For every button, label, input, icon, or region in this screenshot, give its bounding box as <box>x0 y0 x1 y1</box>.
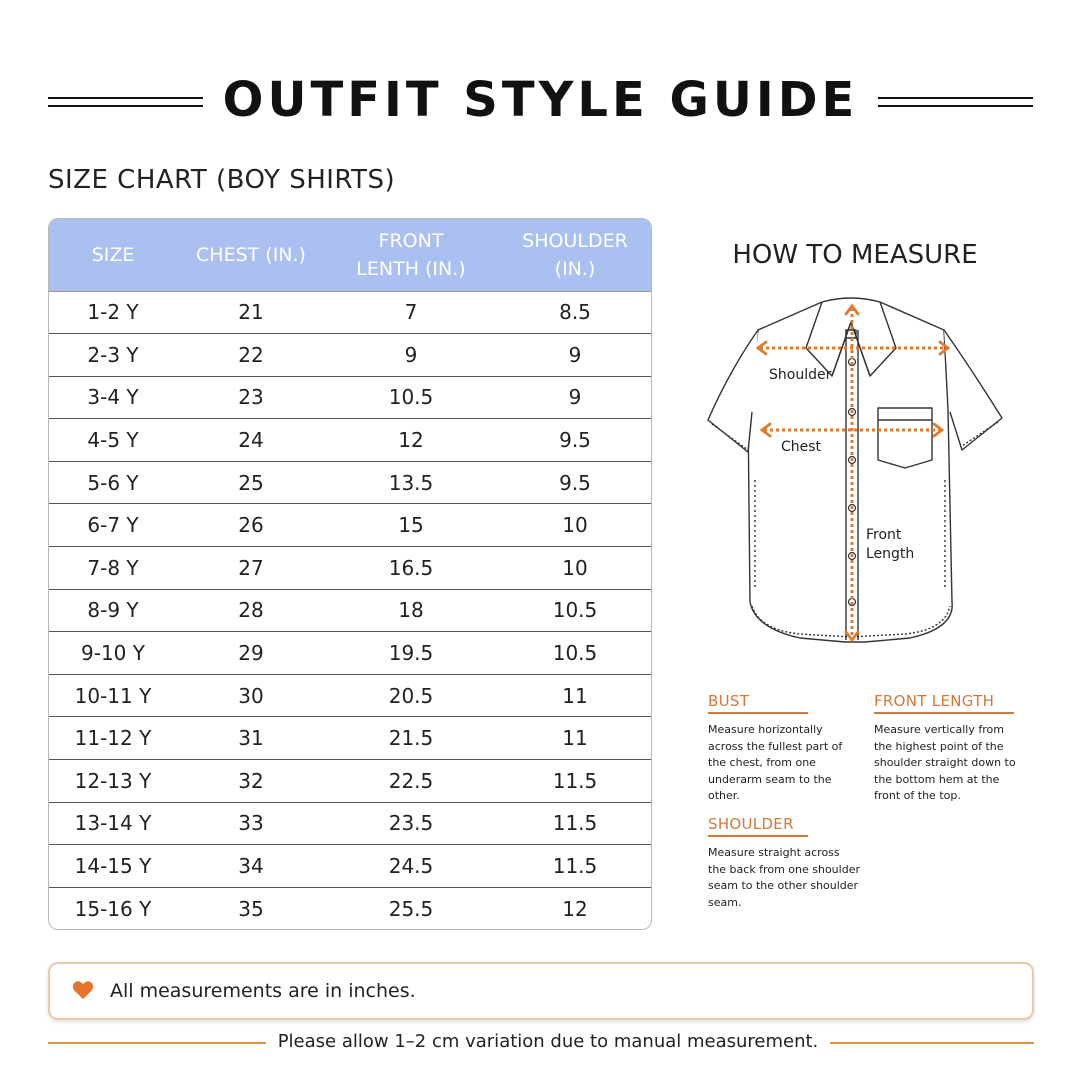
chest-cell: 30 <box>177 674 325 717</box>
shoulder-cell: 10 <box>497 504 652 547</box>
front-length-cell: 13.5 <box>325 461 497 504</box>
bust-underline <box>708 712 808 714</box>
bust-heading: BUST <box>708 692 750 710</box>
shoulder-cell: 11.5 <box>497 760 652 803</box>
bust-section <box>708 692 868 805</box>
shoulder-cell: 8.5 <box>497 291 652 334</box>
bust-description: Measure horizontally across the fullest part of the chest, from one underarm seam to the other. <box>708 723 843 802</box>
front-length-cell: 20.5 <box>325 674 497 717</box>
shoulder-description: Measure straight across the back from one shoulder seam to the other shoulder seam. <box>708 846 860 909</box>
front-length-cell: 10.5 <box>325 376 497 419</box>
table-row <box>49 589 652 632</box>
table-row <box>49 334 652 377</box>
size-chart-table <box>48 218 652 930</box>
size-cell: 6-7 Y <box>49 504 177 547</box>
chest-cell: 21 <box>177 291 325 334</box>
chest-label: Chest <box>781 439 822 455</box>
front-length-cell: 19.5 <box>325 632 497 675</box>
front-length-section <box>874 692 1034 805</box>
chest-cell: 25 <box>177 461 325 504</box>
page-title: OUTFIT STYLE GUIDE <box>222 72 859 128</box>
shoulder-cell: 10.5 <box>497 589 652 632</box>
front-length-cell: 21.5 <box>325 717 497 760</box>
size-cell: 7-8 Y <box>49 547 177 590</box>
front-length-cell: 12 <box>325 419 497 462</box>
shoulder-cell: 10.5 <box>497 632 652 675</box>
shoulder-heading: SHOULDER <box>708 815 794 833</box>
front-length-cell: 7 <box>325 291 497 334</box>
front-length-underline <box>874 712 1014 714</box>
chest-cell: 22 <box>177 334 325 377</box>
footer-rule-left <box>48 1042 266 1044</box>
chest-cell: 31 <box>177 717 325 760</box>
front-length-cell: 9 <box>325 334 497 377</box>
shoulder-label: Shoulder <box>769 367 832 383</box>
column-header-shoulder: SHOULDER (IN.) <box>497 219 652 291</box>
chest-cell: 29 <box>177 632 325 675</box>
shoulder-cell: 12 <box>497 887 652 930</box>
size-cell: 5-6 Y <box>49 461 177 504</box>
front-length-heading: FRONT LENGTH <box>874 692 995 710</box>
shoulder-cell: 10 <box>497 547 652 590</box>
chest-cell: 23 <box>177 376 325 419</box>
table-row <box>49 887 652 930</box>
how-to-measure-title: HOW TO MEASURE <box>732 240 978 270</box>
column-header-chest: CHEST (IN.) <box>177 219 325 291</box>
front-length-cell: 16.5 <box>325 547 497 590</box>
size-cell: 13-14 Y <box>49 802 177 845</box>
shoulder-cell: 9 <box>497 376 652 419</box>
table-row <box>49 717 652 760</box>
footer-rule-right <box>830 1042 1034 1044</box>
table-row <box>49 461 652 504</box>
size-chart-title: SIZE CHART (BOY SHIRTS) <box>48 165 396 195</box>
title-rule-left <box>48 97 203 107</box>
table-row <box>49 504 652 547</box>
shoulder-cell: 9 <box>497 334 652 377</box>
shoulder-underline <box>708 835 808 837</box>
column-header-front-length: FRONT LENTH (IN.) <box>325 219 497 291</box>
table-row <box>49 760 652 803</box>
shoulder-cell: 9.5 <box>497 461 652 504</box>
size-cell: 4-5 Y <box>49 419 177 462</box>
shirt-illustration <box>700 290 1010 650</box>
table-row <box>49 632 652 675</box>
table-row <box>49 674 652 717</box>
front-length-cell: 22.5 <box>325 760 497 803</box>
chest-cell: 34 <box>177 845 325 888</box>
table-row <box>49 419 652 462</box>
measurement-note <box>48 962 1034 1020</box>
shoulder-cell: 9.5 <box>497 419 652 462</box>
front-length-label: Front Length <box>866 527 915 562</box>
table-row <box>49 376 652 419</box>
shoulder-cell: 11.5 <box>497 802 652 845</box>
size-cell: 11-12 Y <box>49 717 177 760</box>
shoulder-section <box>708 815 868 911</box>
front-length-cell: 23.5 <box>325 802 497 845</box>
size-cell: 8-9 Y <box>49 589 177 632</box>
size-cell: 15-16 Y <box>49 887 177 930</box>
column-header-size: SIZE <box>49 219 177 291</box>
front-length-description: Measure vertically from the highest point of the shoulder straight down to the bottom hem at the front of the top. <box>874 723 1016 802</box>
table-header-row <box>49 219 652 291</box>
table-row <box>49 291 652 334</box>
size-cell: 10-11 Y <box>49 674 177 717</box>
shoulder-cell: 11 <box>497 674 652 717</box>
chest-cell: 33 <box>177 802 325 845</box>
heart-icon <box>72 980 94 1000</box>
shirt-diagram <box>700 290 1010 650</box>
size-cell: 9-10 Y <box>49 632 177 675</box>
chest-cell: 28 <box>177 589 325 632</box>
chest-cell: 26 <box>177 504 325 547</box>
chest-cell: 27 <box>177 547 325 590</box>
front-length-cell: 18 <box>325 589 497 632</box>
table-row <box>49 547 652 590</box>
chest-cell: 32 <box>177 760 325 803</box>
front-length-cell: 25.5 <box>325 887 497 930</box>
title-row <box>0 70 1080 132</box>
table-row <box>49 802 652 845</box>
front-length-cell: 24.5 <box>325 845 497 888</box>
size-cell: 3-4 Y <box>49 376 177 419</box>
size-cell: 1-2 Y <box>49 291 177 334</box>
size-cell: 2-3 Y <box>49 334 177 377</box>
front-length-cell: 15 <box>325 504 497 547</box>
shoulder-cell: 11 <box>497 717 652 760</box>
note-text: All measurements are in inches. <box>110 980 416 1002</box>
chest-cell: 24 <box>177 419 325 462</box>
title-rule-right <box>878 97 1033 107</box>
chest-cell: 35 <box>177 887 325 930</box>
table-row <box>49 845 652 888</box>
footer-note: Please allow 1–2 cm variation due to manual measurement. <box>277 1031 819 1052</box>
size-cell: 12-13 Y <box>49 760 177 803</box>
shoulder-cell: 11.5 <box>497 845 652 888</box>
size-cell: 14-15 Y <box>49 845 177 888</box>
